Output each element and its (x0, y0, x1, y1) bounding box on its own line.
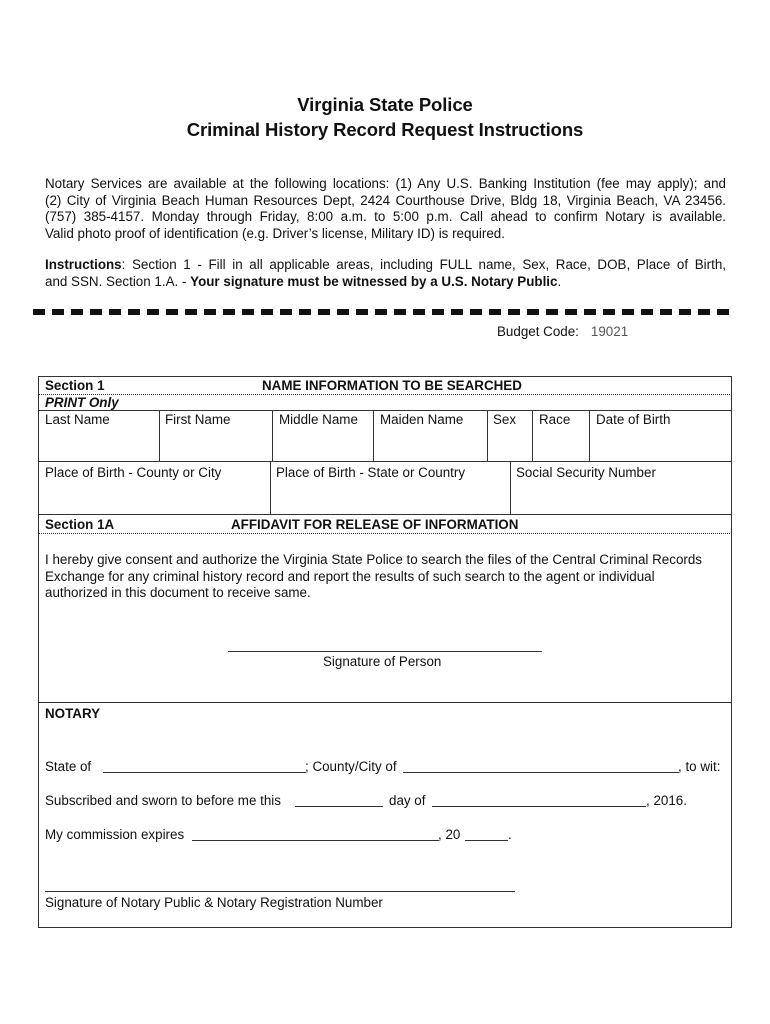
budget-code-value: 19021 (590, 324, 629, 339)
divider (38, 514, 732, 515)
ssn-field[interactable]: Social Security Number (516, 465, 656, 480)
date-of-birth-field[interactable]: Date of Birth (596, 412, 671, 427)
column-divider (272, 410, 273, 461)
instructions-text: : Section 1 - Fill in all applicable areas, including FULL name, Sex, Race, DOB, Place of Birth, (121, 257, 726, 272)
notary-services-line: (757) 385-4157. Monday through Friday, 8:00 a.m. to 5:00 p.m. Call ahead to confirm Notary is available. (45, 209, 726, 224)
county-city-field[interactable] (403, 772, 679, 773)
budget-code-label: Budget Code: (497, 324, 579, 339)
consent-text-line: I hereby give consent and authorize the Virginia State Police to search the files of the Central Criminal Records (45, 552, 702, 567)
notary-heading: NOTARY (45, 706, 101, 721)
consent-text-line: authorized in this document to receive same. (45, 585, 311, 600)
race-field[interactable]: Race (539, 412, 571, 427)
divider (38, 394, 732, 395)
person-signature-line[interactable] (228, 651, 542, 652)
instructions-line (45, 257, 726, 274)
instructions-label: Instructions (45, 257, 122, 272)
maiden-name-field[interactable]: Maiden Name (380, 412, 464, 427)
notary-signature-line[interactable] (45, 891, 515, 892)
section1a-label: Section 1A (45, 517, 115, 532)
budget-code (497, 324, 628, 339)
person-signature-label: Signature of Person (323, 654, 442, 669)
instructions-paragraph (45, 257, 726, 290)
day-of-label: day of (389, 793, 426, 808)
request-form-box (38, 376, 732, 928)
subscribed-day-field[interactable] (295, 806, 383, 807)
notary-services-paragraph (45, 176, 726, 242)
middle-name-field[interactable]: Middle Name (279, 412, 358, 427)
commission-year-field[interactable] (465, 840, 508, 841)
subscribed-label: Subscribed and sworn to before me this (45, 793, 281, 808)
divider (38, 461, 732, 462)
notary-services-line: Valid photo proof of identification (e.g. Driver’s license, Military ID) is required. (45, 225, 505, 241)
place-of-birth-county-field[interactable]: Place of Birth - County or City (45, 465, 222, 480)
first-name-field[interactable]: First Name (165, 412, 231, 427)
sex-field[interactable]: Sex (493, 412, 517, 427)
column-divider (589, 410, 590, 461)
section1-label: Section 1 (45, 378, 105, 393)
subscribed-month-field[interactable] (432, 806, 646, 807)
divider (38, 702, 732, 703)
document-title-line1: Virginia State Police (297, 94, 473, 115)
to-wit-label: , to wit: (678, 759, 721, 774)
commission-expires-label: My commission expires (45, 827, 185, 842)
section1a-heading: AFFIDAVIT FOR RELEASE OF INFORMATION (231, 517, 519, 532)
county-city-of-label: ; County/City of (305, 759, 397, 774)
notary-signature-label: Signature of Notary Public & Notary Registration Number (45, 895, 383, 910)
commission-period: . (508, 827, 512, 842)
state-of-field[interactable] (103, 772, 306, 773)
column-divider (532, 410, 533, 461)
year-label: , 2016. (646, 793, 687, 808)
document-title-line2: Criminal History Record Request Instructions (186, 119, 584, 140)
instructions-line (45, 274, 726, 291)
column-divider (487, 410, 488, 461)
column-divider (270, 461, 271, 514)
notary-services-line: Notary Services are available at the following locations: (1) Any U.S. Banking Institution (fee may apply); and (45, 176, 726, 191)
state-of-label: State of (45, 759, 92, 774)
dashed-divider (33, 309, 733, 315)
print-only-note: PRINT Only (45, 395, 119, 410)
column-divider (510, 461, 511, 514)
column-divider (373, 410, 374, 461)
last-name-field[interactable]: Last Name (45, 412, 110, 427)
commission-date-field[interactable] (192, 840, 439, 841)
instructions-text: and SSN. Section 1.A. - (45, 273, 191, 289)
section1-heading: NAME INFORMATION TO BE SEARCHED (262, 378, 522, 393)
instructions-period: . (557, 273, 562, 289)
notary-services-line: (2) City of Virginia Beach Human Resources Dept, 2424 Courthouse Drive, Bldg 18, Virginia Beach, VA 23456. (45, 192, 726, 208)
consent-text-line: Exchange for any criminal history record and report the results of such search to the agent or individual (45, 569, 655, 584)
divider (38, 410, 732, 411)
divider (38, 533, 732, 534)
commission-year-prefix: , 20 (438, 827, 461, 842)
column-divider (159, 410, 160, 461)
place-of-birth-state-field[interactable]: Place of Birth - State or Country (276, 465, 466, 480)
notary-warning: Your signature must be witnessed by a U.S. Notary Public (190, 273, 558, 289)
